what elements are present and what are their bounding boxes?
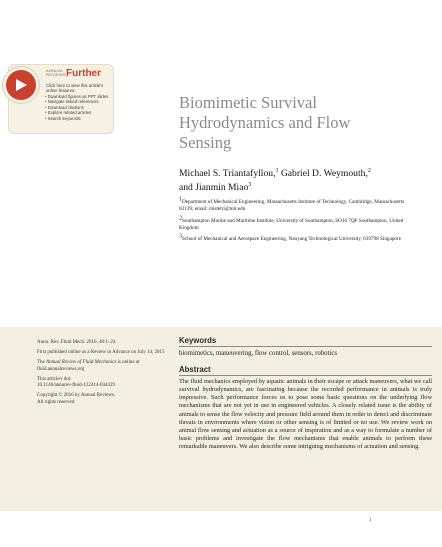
keywords-text: biomimetics, maneuvering, flow control, sensors, robotics — [179, 350, 337, 357]
feature-item[interactable]: • Download citations — [45, 105, 108, 110]
affiliation — [179, 196, 419, 213]
article-title — [179, 93, 409, 153]
author-name: Michael S. Triantafyllou, — [179, 168, 276, 179]
rights: All rights reserved — [37, 399, 75, 405]
doi-link[interactable]: 10.1146/annurev-fluid-122414-034329 — [37, 383, 115, 389]
click-here-text[interactable]: Click here to view this article's online features: — [46, 83, 104, 93]
affil-text: Southampton Marine and Maritime Institute, University of Southampton, SO16 7QF Southampton, United Kingdom — [179, 218, 404, 231]
keywords-heading: Keywords — [179, 336, 217, 345]
author-name: Gabriel D. Weymouth, — [278, 168, 368, 179]
feature-item[interactable]: • Download figures as PPT slides — [45, 94, 108, 99]
first-published: First published online as a Review in Advance on July 14, 2015 — [37, 349, 165, 355]
abstract-heading: Abstract — [179, 365, 211, 374]
journal-pre: The — [37, 359, 47, 365]
author-affil-mark: 2 — [367, 167, 371, 174]
journal-online-note — [37, 360, 167, 373]
affil-mark: 2 — [179, 215, 182, 222]
affil-text: School of Mechanical and Aerospace Engineering, Nanyang Technological University, 639798 Singapore — [182, 236, 402, 242]
journal-post[interactable]: is online at fluid.annualreviews.org — [37, 359, 140, 372]
author-name: and Jianmin Miao — [179, 182, 249, 193]
copyright-block — [37, 393, 167, 406]
feature-item[interactable]: • Navigate linked references — [45, 99, 108, 104]
brand-big-text: Further — [66, 68, 101, 79]
play-arrow-icon — [6, 70, 36, 100]
citation: Annu. Rev. Fluid Mech. 2016. 48:1–24 — [37, 340, 116, 345]
affil-mark: 1 — [179, 196, 182, 203]
abstract-rule — [179, 375, 432, 376]
affiliation — [179, 233, 419, 243]
affil-text: Department of Mechanical Engineering, Massachusetts Institute of Technology, Cambridge, Massachusetts 02139; email: mistetri@mit.edu — [179, 199, 405, 212]
author-affil-mark: 3 — [248, 181, 252, 188]
author-list — [179, 167, 419, 195]
copyright: Copyright © 2016 by Annual Reviews. — [37, 393, 116, 399]
doi-block — [37, 377, 167, 390]
page-number: 1 — [369, 518, 372, 523]
affiliation — [179, 215, 419, 232]
title-line: Hydrodynamics and Flow — [179, 113, 351, 132]
abstract-text: The fluid mechanics employed by aquatic animals in their escape or attack maneuvers, what we call survival hydrodynamics, are fascinating because the recorded performance in animals is truly impressive. Such performance forces us to pose some basic questions on the underlying flow mechanisms that are not yet in use in engineered vehicles. A closely related issue is the ability of animals to sense the flow velocity and pressure field around them in order to detect and discriminate threats in environments where vision or other sensing is of limited or no use. We review work on animal flow sensing and actuation as a source of inspiration and as a way to formulate a number of basic problems and investigate the flow mechanisms that enable animals to perform these remarkable maneuvers. We also describe some intriguing mechanisms of actuation and sensing. — [179, 378, 432, 451]
keywords-rule — [179, 346, 432, 347]
feature-item[interactable]: • Search keywords — [45, 116, 108, 121]
doi-label: This article's doi: — [37, 376, 72, 382]
feature-item[interactable]: • Explore related articles — [45, 110, 108, 115]
brand-small-text: ANNUAL REVIEWS — [46, 68, 66, 77]
author-affil-mark: 1 — [275, 167, 279, 174]
further-brand — [46, 68, 101, 79]
title-line: Biomimetic Survival — [179, 93, 317, 112]
title-line: Sensing — [179, 133, 232, 152]
publication-info-sidebar — [37, 340, 167, 410]
journal-name: Annual Review of Fluid Mechanics — [46, 359, 117, 365]
further-features-list — [45, 94, 108, 121]
annual-reviews-further-box[interactable] — [8, 64, 114, 134]
affil-mark: 3 — [179, 233, 182, 240]
